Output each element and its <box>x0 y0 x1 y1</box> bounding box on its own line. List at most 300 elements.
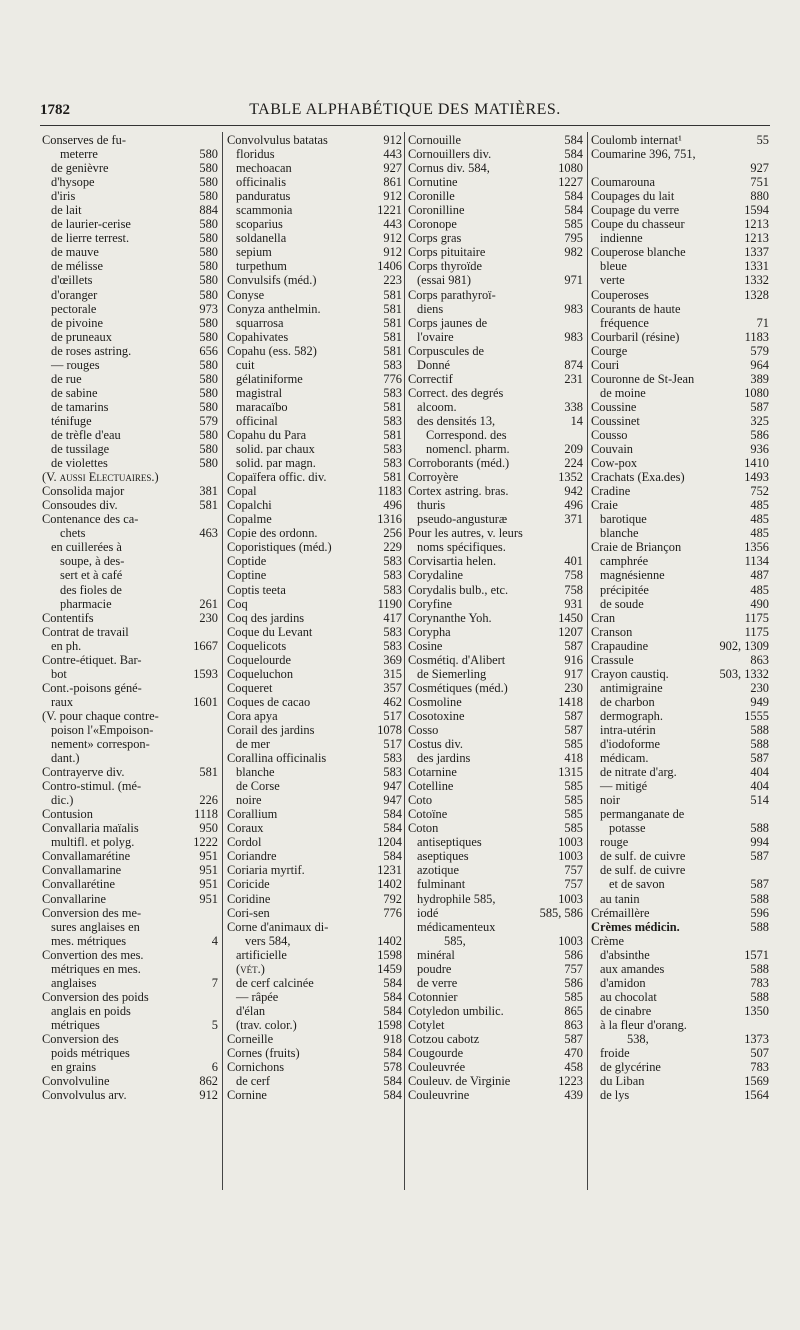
entry-page-ref: 315 <box>383 666 402 681</box>
entry-page-ref: 581 <box>383 329 402 344</box>
index-entry <box>591 1004 769 1018</box>
entry-term: Convulsifs (méd.) <box>227 273 317 288</box>
entry-term: Cornine <box>227 1088 267 1103</box>
index-entry <box>591 849 769 863</box>
index-entry <box>408 751 583 765</box>
index-entry <box>591 892 769 906</box>
entry-term: Conversion des poids <box>42 989 149 1004</box>
entry-term: Copahu du Para <box>227 427 307 442</box>
entry-page-ref: 783 <box>750 975 769 990</box>
entry-term: de pivoine <box>51 315 103 330</box>
index-entry <box>408 737 583 751</box>
entry-term: Conversion des <box>42 1032 119 1046</box>
index-entry <box>408 288 583 302</box>
entry-term: des fioles de <box>60 582 122 597</box>
index-entry <box>591 976 769 990</box>
entry-term: de lys <box>600 1088 630 1103</box>
entry-term: anglais en poids <box>51 1003 131 1018</box>
index-entry <box>227 540 402 554</box>
index-entry <box>591 400 769 414</box>
entry-page-ref: 1207 <box>558 624 583 639</box>
index-entry <box>408 863 583 877</box>
entry-term: de lait <box>51 203 82 218</box>
entry-page-ref: 1356 <box>744 540 769 555</box>
entry-term: Cosmétiq. d'Alibert <box>408 652 506 667</box>
entry-term: Courbaril (résine) <box>591 329 680 344</box>
index-entry <box>42 217 218 231</box>
index-entry <box>408 962 583 976</box>
index-entry <box>42 877 218 891</box>
entry-term: turpethum <box>236 259 287 274</box>
entry-page-ref: 1227 <box>558 175 583 190</box>
entry-term: Coricide <box>227 877 270 892</box>
entry-term: Coqueret <box>227 680 273 695</box>
entry-term: bleue <box>600 259 627 274</box>
entry-page-ref: 751 <box>750 175 769 190</box>
index-entry <box>42 1004 218 1018</box>
index-entry <box>42 625 218 639</box>
index-entry <box>591 821 769 835</box>
index-entry <box>408 344 583 358</box>
entry-page-ref: 588 <box>750 821 769 836</box>
entry-page-ref: 583 <box>383 582 402 597</box>
entry-page-ref: 912 <box>383 189 402 204</box>
entry-term: de cerf calcinée <box>236 975 314 990</box>
entry-page-ref: 588 <box>750 919 769 934</box>
entry-page-ref: 861 <box>383 175 402 190</box>
index-entry <box>408 990 583 1004</box>
index-entry <box>591 948 769 962</box>
entry-term: antimigraine <box>600 680 663 695</box>
entry-page-ref: 503, 1332 <box>719 666 769 681</box>
index-entry <box>591 554 769 568</box>
entry-term: Consolida major <box>42 484 125 499</box>
entry-term: dermograph. <box>600 708 663 723</box>
index-entry <box>227 161 402 175</box>
entry-term: indienne <box>600 231 643 246</box>
entry-page-ref: 485 <box>750 512 769 527</box>
entry-page-ref: 1406 <box>377 259 402 274</box>
index-entry <box>42 583 218 597</box>
entry-page-ref: 580 <box>199 259 218 274</box>
entry-page-ref: 583 <box>383 385 402 400</box>
entry-term: en ph. <box>51 638 82 653</box>
entry-page-ref: 580 <box>199 189 218 204</box>
entry-page-ref: 490 <box>750 596 769 611</box>
entry-term: Corydaline <box>408 568 464 583</box>
index-entry <box>42 667 218 681</box>
index-entry <box>591 1046 769 1060</box>
index-entry <box>591 498 769 512</box>
index-entry <box>42 723 218 737</box>
index-entry <box>42 835 218 849</box>
entry-term: 585, <box>444 933 466 948</box>
entry-term: iodé <box>417 905 439 920</box>
entry-page-ref: 863 <box>750 652 769 667</box>
index-entry <box>42 779 218 793</box>
entry-term: Coptide <box>227 554 267 569</box>
entry-page-ref: 1078 <box>377 722 402 737</box>
entry-term: scammonia <box>236 203 293 218</box>
entry-term: meterre <box>60 147 98 162</box>
index-entry <box>227 976 402 990</box>
entry-page-ref: 224 <box>564 456 583 471</box>
entry-term: Cow-pox <box>591 456 638 471</box>
entry-page-ref: 381 <box>199 484 218 499</box>
entry-page-ref: 584 <box>383 807 402 822</box>
entry-page-ref: 596 <box>750 905 769 920</box>
index-entry <box>408 456 583 470</box>
entry-page-ref: 1223 <box>558 1074 583 1089</box>
index-entry <box>227 400 402 414</box>
index-entry <box>591 835 769 849</box>
entry-term: poudre <box>417 961 452 976</box>
index-entry <box>408 1046 583 1060</box>
entry-page-ref: 1418 <box>558 694 583 709</box>
page-header <box>40 100 770 124</box>
entry-page-ref: 1213 <box>744 217 769 232</box>
entry-term: ténifuge <box>51 413 92 428</box>
entry-page-ref: 918 <box>383 1032 402 1046</box>
entry-term: Crémaillère <box>591 905 650 920</box>
entry-term: Corallium <box>227 807 278 822</box>
index-entry <box>591 273 769 287</box>
entry-page-ref: 951 <box>199 863 218 878</box>
entry-page-ref: 580 <box>199 315 218 330</box>
entry-term: Convallarétine <box>42 877 115 892</box>
entry-page-ref: 462 <box>383 694 402 709</box>
index-entry <box>591 1074 769 1088</box>
entry-term: Crachats (Exa.des) <box>591 470 685 485</box>
entry-term: cuit <box>236 357 255 372</box>
entry-term: d'œillets <box>51 273 93 288</box>
entry-term: maracaïbo <box>236 399 288 414</box>
entry-term: Cougourde <box>408 1046 464 1061</box>
index-column-3 <box>408 133 583 1193</box>
entry-page-ref: 862 <box>199 1074 218 1089</box>
entry-term: sert et à café <box>60 568 123 583</box>
entry-page-ref: 580 <box>199 161 218 176</box>
entry-page-ref: 1183 <box>744 329 769 344</box>
entry-term: Crayon caustiq. <box>591 666 669 681</box>
entry-term: Cornouille <box>408 133 461 147</box>
index-entry <box>408 133 583 147</box>
entry-page-ref: 14 <box>570 413 583 428</box>
entry-page-ref: 580 <box>199 175 218 190</box>
entry-term: sepium <box>236 245 272 260</box>
index-entry <box>591 259 769 273</box>
entry-term: de charbon <box>600 694 655 709</box>
index-entry <box>42 414 218 428</box>
entry-term: Convallarine <box>42 891 106 906</box>
entry-term: thuris <box>417 498 446 513</box>
index-entry <box>408 1018 583 1032</box>
entry-page-ref: 951 <box>199 891 218 906</box>
entry-term: Coque du Levant <box>227 624 313 639</box>
entry-page-ref: 587 <box>564 708 583 723</box>
index-entry <box>42 653 218 667</box>
entry-page-ref: 580 <box>199 442 218 457</box>
entry-term: mechoacan <box>236 161 292 176</box>
index-entry <box>42 259 218 273</box>
entry-page-ref: 417 <box>383 610 402 625</box>
entry-term: en cuillerées à <box>51 540 122 555</box>
entry-term: intra-utérin <box>600 722 656 737</box>
index-entry <box>227 639 402 653</box>
index-entry <box>408 892 583 906</box>
index-entry <box>42 863 218 877</box>
entry-term: de verre <box>417 975 458 990</box>
entry-term: barotique <box>600 512 647 527</box>
entry-term: poids métriques <box>51 1046 130 1061</box>
entry-term: solid. par chaux <box>236 442 315 457</box>
index-entry <box>408 1074 583 1088</box>
index-entry <box>591 203 769 217</box>
entry-page-ref: 389 <box>750 371 769 386</box>
entry-page-ref: 1459 <box>377 961 402 976</box>
index-entry <box>227 793 402 807</box>
entry-page-ref: 1331 <box>744 259 769 274</box>
entry-page-ref: 584 <box>564 203 583 218</box>
entry-term: Couperose blanche <box>591 245 686 260</box>
entry-page-ref: 580 <box>199 456 218 471</box>
index-entry <box>227 835 402 849</box>
entry-page-ref: 947 <box>383 779 402 794</box>
index-entry <box>408 709 583 723</box>
entry-term: d'iodoforme <box>600 737 661 752</box>
index-entry <box>408 723 583 737</box>
entry-page-ref: 586 <box>564 975 583 990</box>
index-entry <box>591 540 769 554</box>
entry-term: squarrosa <box>236 315 284 330</box>
index-entry <box>227 765 402 779</box>
entry-term: Cotoïne <box>408 807 448 822</box>
entry-term: 538, <box>627 1032 649 1046</box>
entry-page-ref: 223 <box>383 273 402 288</box>
index-entry <box>591 302 769 316</box>
entry-page-ref: 580 <box>199 371 218 386</box>
index-entry <box>42 849 218 863</box>
entry-page-ref: 581 <box>383 427 402 442</box>
entry-term: de laurier-cerise <box>51 217 131 232</box>
entry-page-ref: 588 <box>750 722 769 737</box>
index-entry <box>408 217 583 231</box>
entry-term: Courge <box>591 343 628 358</box>
entry-term: Crème <box>591 933 625 948</box>
entry-term: officinalis <box>236 175 287 190</box>
entry-term: Cosmoline <box>408 694 462 709</box>
index-entry <box>42 906 218 920</box>
entry-term: blanche <box>600 526 639 541</box>
entry-term: Contenance des ca- <box>42 512 139 527</box>
entry-term: Cora apya <box>227 708 278 723</box>
index-column-2 <box>227 133 402 1193</box>
entry-page-ref: 581 <box>383 315 402 330</box>
entry-page-ref: 578 <box>383 1060 402 1075</box>
entry-term: Cortex astring. bras. <box>408 484 509 499</box>
entry-term: précipitée <box>600 582 649 597</box>
entry-term: Couronne de St-Jean <box>591 371 695 386</box>
entry-term: des jardins <box>417 751 471 766</box>
index-entry <box>591 568 769 582</box>
entry-page-ref: 1080 <box>744 385 769 400</box>
index-entry <box>591 344 769 358</box>
entry-term: Coques de cacao <box>227 694 311 709</box>
entry-term: Cornichons <box>227 1060 285 1075</box>
index-entry <box>42 330 218 344</box>
index-entry <box>227 1046 402 1060</box>
entry-page-ref: 583 <box>383 357 402 372</box>
index-entry <box>227 583 402 597</box>
entry-term: fulminant <box>417 877 466 892</box>
entry-term: Cotzou cabotz <box>408 1032 480 1046</box>
index-entry <box>408 147 583 161</box>
entry-page-ref: 583 <box>383 442 402 457</box>
index-entry <box>591 653 769 667</box>
entry-page-ref: 951 <box>199 849 218 864</box>
entry-term: Corroyère <box>408 470 459 485</box>
entry-term: de trèfle d'eau <box>51 427 121 442</box>
entry-page-ref: 1003 <box>558 933 583 948</box>
index-entry <box>42 316 218 330</box>
index-entry <box>42 934 218 948</box>
page-title: TABLE ALPHABÉTIQUE DES MATIÈRES. <box>249 101 561 118</box>
entry-term: Coraux <box>227 821 264 836</box>
entry-term: Cordol <box>227 835 262 850</box>
entry-page-ref: 752 <box>750 484 769 499</box>
index-entry <box>42 1088 218 1102</box>
entry-page-ref: 229 <box>383 540 402 555</box>
index-entry <box>227 695 402 709</box>
index-entry <box>227 554 402 568</box>
entry-term: Copaïfera offic. div. <box>227 470 327 485</box>
entry-term: Cran <box>591 610 616 625</box>
index-entry <box>42 273 218 287</box>
entry-term: Correctif <box>408 371 453 386</box>
entry-page-ref: 584 <box>383 1088 402 1103</box>
entry-page-ref: 973 <box>199 301 218 316</box>
entry-term: de cerf <box>236 1074 271 1089</box>
index-entry <box>408 414 583 428</box>
index-entry <box>408 681 583 695</box>
entry-page-ref: 587 <box>750 877 769 892</box>
entry-term: potasse <box>609 821 646 836</box>
entry-page-ref: 1190 <box>377 596 402 611</box>
entry-page-ref: 884 <box>199 203 218 218</box>
entry-term: aux amandes <box>600 961 665 976</box>
index-entry <box>42 976 218 990</box>
entry-term: de soude <box>600 596 644 611</box>
entry-term: Copal <box>227 484 257 499</box>
index-entry <box>591 751 769 765</box>
entry-term: Cousso <box>591 427 628 442</box>
entry-term: de violettes <box>51 456 108 471</box>
entry-term: chets <box>60 526 86 541</box>
entry-term: Copie des ordonn. <box>227 526 318 541</box>
entry-term: (V. pour chaque contre- <box>42 708 159 723</box>
index-entry <box>227 723 402 737</box>
index-entry <box>42 695 218 709</box>
index-entry <box>591 372 769 386</box>
entry-page-ref: 587 <box>750 399 769 414</box>
entry-page-ref: 338 <box>564 399 583 414</box>
entry-page-ref: 874 <box>564 357 583 372</box>
index-entry <box>227 1074 402 1088</box>
index-entry <box>42 512 218 526</box>
entry-term: Contrayerve div. <box>42 765 125 780</box>
entry-term: Coton <box>408 821 439 836</box>
entry-page-ref: 584 <box>383 1046 402 1061</box>
index-entry <box>408 245 583 259</box>
entry-page-ref: 1003 <box>558 891 583 906</box>
entry-page-ref: 1493 <box>744 470 769 485</box>
index-entry <box>227 217 402 231</box>
index-entry <box>591 807 769 821</box>
entry-term: d'absinthe <box>600 947 650 962</box>
entry-page-ref: 580 <box>199 245 218 260</box>
entry-term: de genièvre <box>51 161 109 176</box>
entry-term: Cornutine <box>408 175 458 190</box>
index-entry <box>227 273 402 287</box>
entry-term: Cosine <box>408 638 443 653</box>
entry-term: de mélisse <box>51 259 103 274</box>
entry-term: Contusion <box>42 807 93 822</box>
index-entry <box>227 568 402 582</box>
entry-term: Convallaria maïalis <box>42 821 139 836</box>
index-entry <box>408 512 583 526</box>
entry-page-ref: 1450 <box>558 610 583 625</box>
entry-term: Corne d'animaux di- <box>227 919 329 934</box>
entry-page-ref: 588 <box>750 961 769 976</box>
entry-page-ref: 487 <box>750 568 769 583</box>
index-entry <box>227 667 402 681</box>
index-entry <box>591 934 769 948</box>
index-entry <box>591 990 769 1004</box>
index-entry <box>591 147 769 161</box>
entry-term: de mer <box>236 737 271 752</box>
entry-page-ref: 6 <box>211 1060 218 1075</box>
entry-term: magistral <box>236 385 283 400</box>
entry-term: dant.) <box>51 751 80 766</box>
index-entry <box>42 231 218 245</box>
entry-page-ref: 982 <box>564 245 583 260</box>
index-entry <box>227 1060 402 1074</box>
entry-term: de moine <box>600 385 646 400</box>
entry-term: de glycérine <box>600 1060 661 1075</box>
index-entry <box>408 793 583 807</box>
entry-term: dic.) <box>51 793 74 808</box>
entry-page-ref: 1003 <box>558 849 583 864</box>
entry-term: Corps jaunes de <box>408 315 488 330</box>
index-entry <box>227 245 402 259</box>
index-entry <box>408 1060 583 1074</box>
entry-page-ref: 230 <box>564 680 583 695</box>
column-divider <box>222 132 223 1190</box>
entry-term: Coridine <box>227 891 271 906</box>
entry-term: Corypha <box>408 624 451 639</box>
entry-page-ref: 880 <box>750 189 769 204</box>
index-entry <box>408 948 583 962</box>
entry-page-ref: 586 <box>564 947 583 962</box>
entry-term: bot <box>51 666 67 681</box>
entry-page-ref: 404 <box>750 779 769 794</box>
index-entry <box>591 723 769 737</box>
entry-term: de tussilage <box>51 442 110 457</box>
entry-term: métriques en mes. <box>51 961 141 976</box>
entry-term: Cosotoxine <box>408 708 465 723</box>
entry-term: — mitigé <box>600 779 648 794</box>
index-entry <box>591 1018 769 1032</box>
